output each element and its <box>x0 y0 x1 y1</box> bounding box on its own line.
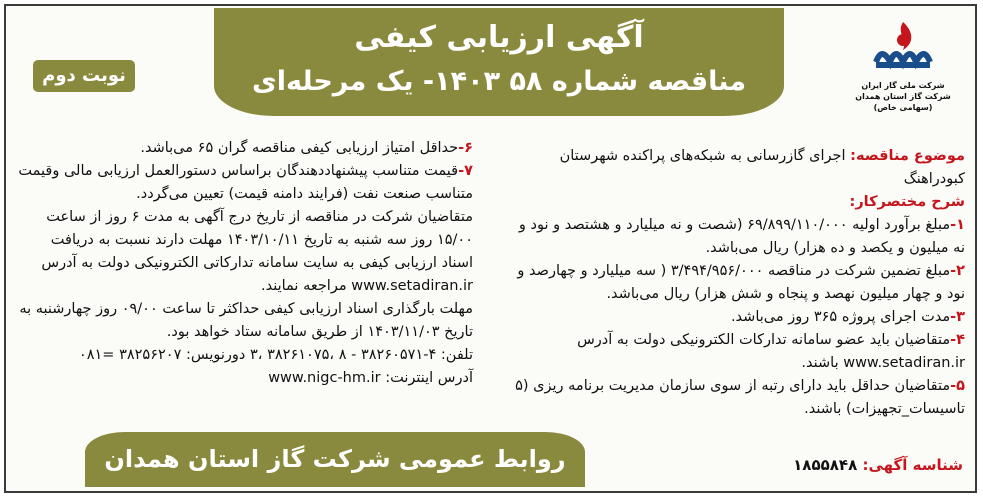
ad-id <box>793 456 963 474</box>
list-item: ۲-مبلغ تضمین شرکت در مناقصه ۳/۴۹۴/۹۵۶/۰۰۰ ( سه میلیارد و چهارصد و نود و چهار میلیون نهصد و پنجاه و شش هزار) ریال می‌باشد. <box>517 263 965 302</box>
list-item: مهلت بارگذاری اسناد ارزیابی کیفی حداکثر تا ساعت ۰۹/۰۰ روز چهارشنبه به تاریخ ۱۴۰۳/۱۱/۰۳ از طریق سامانه ستاد خواهد بود. <box>19 301 473 340</box>
list-item: تلفن: ۴-۳۸۲۶۰۵۷۱ - ۸ ،۳۸۲۶۱۰۷۵ ،۳ دورنویس: ۳۸۲۵۶۲۰۷ =۰۸۱ <box>78 347 473 363</box>
round-badge: نوبت دوم <box>33 60 135 92</box>
footer-banner: روابط عمومی شرکت گاز استان همدان <box>85 432 585 487</box>
left-column <box>18 137 473 390</box>
logo-line2: شرکت گاز استان همدان <box>855 92 951 101</box>
subject-text: اجرای گازرسانی به شبکه‌های پراکنده شهرستان کبودراهنگ <box>559 148 965 187</box>
ad-id-value: ۱۸۵۵۸۴۸ <box>793 456 858 474</box>
ad-id-label: شناسه آگهی: <box>862 456 963 474</box>
gas-flame-logo-icon <box>868 20 938 80</box>
company-logo <box>853 20 953 113</box>
notice-subtitle: مناقصه شماره ۵۸ ۱۴۰۳- یک مرحله‌ای <box>251 66 747 97</box>
list-item: ۵-متقاضیان حداقل باید دارای رتبه از سوی سازمان مدیریت برنامه ریزی (۵ تاسیسات_تجهیزات) باشند. <box>515 378 965 417</box>
subject-label: موضوع مناقصه: <box>850 148 965 164</box>
list-item: ۳-مدت اجرای پروژه ۳۶۵ روز می‌باشد. <box>730 309 965 325</box>
list-item: ۶-حداقل امتیاز ارزیابی کیفی مناقصه گران ۶۵ می‌باشد. <box>140 140 473 156</box>
list-item: ۴-متقاضیان باید عضو سامانه تدارکات الکترونیکی دولت به آدرس www.setadiran.ir باشند. <box>577 332 965 371</box>
list-item: ۷-قیمت متناسب پیشنهاددهندگان براساس دستورالعمل ارزیابی مالی وقیمت متناسب صنعت نفت (فرایند دامنه قیمت) تعیین می‌گردد. <box>18 163 473 202</box>
list-item: آدرس اینترنت: www.nigc-hm.ir <box>268 370 473 386</box>
list-item: ۱-مبلغ برآورد اولیه ۶۹/۸۹۹/۱۱۰/۰۰۰ (شصت و نه میلیارد و هشتصد و نود و نه میلیون و یکصد و ده هزار) ریال می‌باشد. <box>518 217 965 256</box>
list-item: متقاضیان شرکت در مناقصه از تاریخ درج آگهی به مدت ۶ روز از ساعت ۱۵/۰۰ روز سه شنبه به تاریخ ۱۴۰۳/۱۰/۱۱ مهلت دارند نسبت به دریافت اسناد ارزیابی کیفی به سایت سامانه تدارکاتی الکترونیکی دولت به آدرس www.setadiran.ir مراجعه نمایند. <box>41 209 473 294</box>
summary-label: شرح مختصرکار: <box>849 194 965 210</box>
right-column <box>510 145 965 421</box>
logo-line3: (سهامی خاص) <box>873 103 933 112</box>
notice-title: آگهی ارزیابی کیفی <box>354 20 644 55</box>
logo-line1: شرکت ملی گاز ایران <box>861 81 945 90</box>
subject-line <box>510 145 965 191</box>
